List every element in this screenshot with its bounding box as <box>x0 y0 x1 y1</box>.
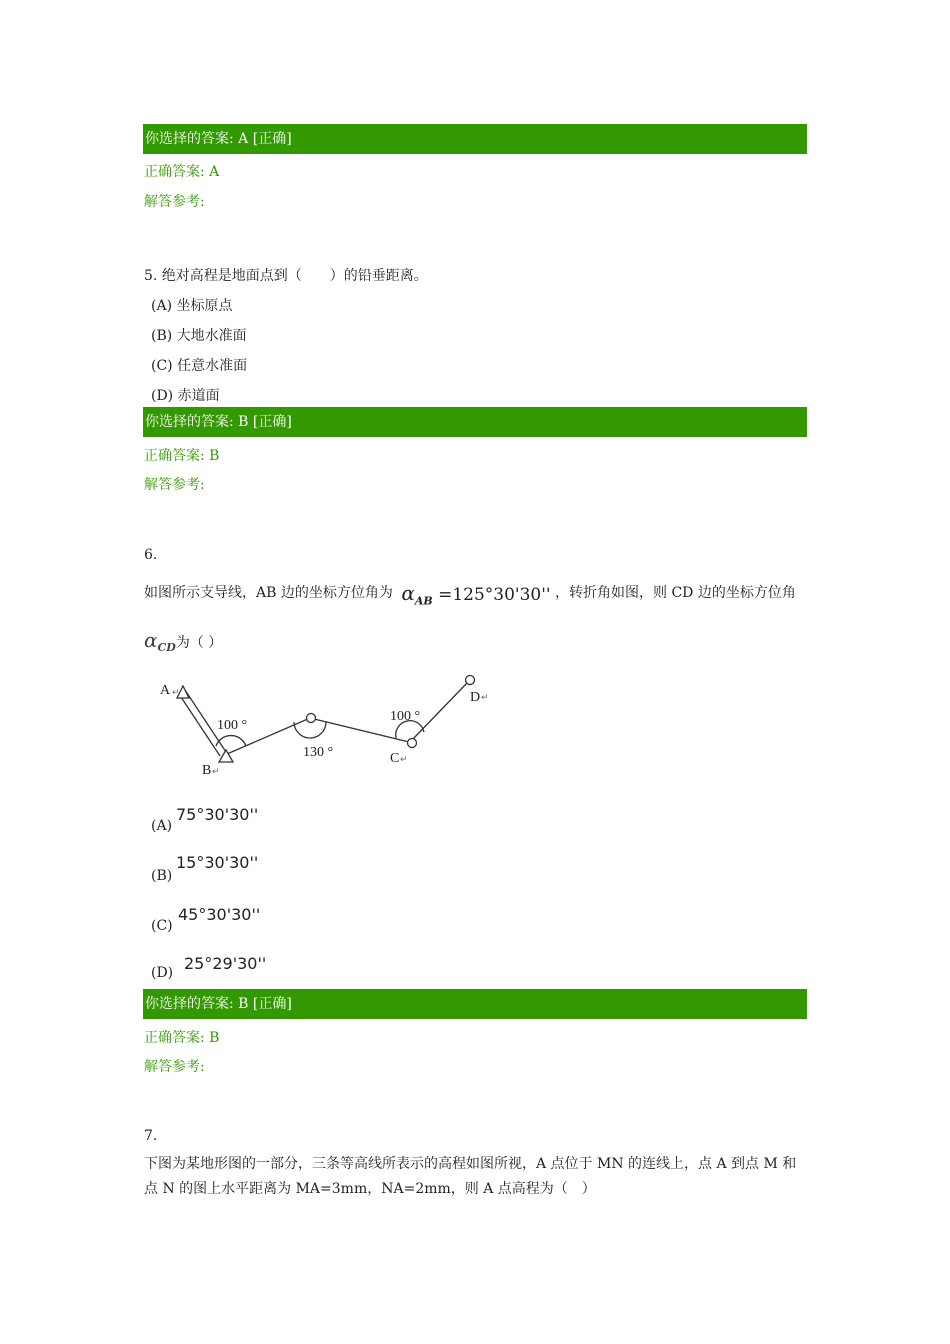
alpha-ab-formula <box>401 581 551 608</box>
answer-reference-q5: 解答参考: <box>144 477 205 493</box>
return-mark-b: ↵ <box>212 766 220 776</box>
angle-c-label: 100 ° <box>390 709 421 724</box>
line-c-d <box>412 683 467 740</box>
angle-b-label: 100 ° <box>217 718 248 733</box>
q5-option-b: (B) 大地水准面 <box>151 328 247 344</box>
q5-option-a: (A) 坐标原点 <box>151 298 233 314</box>
answer-reference-q6: 解答参考: <box>144 1059 205 1075</box>
label-d: D <box>470 690 481 705</box>
q6-option-d-value: 25°29'30'' <box>184 954 267 973</box>
q6-option-a-value: 75°30'30'' <box>176 805 259 824</box>
q6-option-b-value: 15°30'30'' <box>176 853 259 872</box>
correct-answer-q6: 正确答案: B <box>144 1030 220 1046</box>
correct-answer-q4: 正确答案: A <box>144 164 220 180</box>
q6-text-tail: 为（ ） <box>175 635 223 651</box>
station-d-icon <box>466 676 475 685</box>
line-ab-1 <box>179 694 220 756</box>
question-5-text: 5. 绝对高程是地面点到（ ）的铅垂距离。 <box>144 268 428 284</box>
alpha-ab-subscript: AB <box>414 594 433 608</box>
label-c: C <box>390 751 400 766</box>
question-7-line-2: 点 N 的图上水平距离为 MA=3mm，NA=2mm，则 A 点高程为（ ） <box>144 1181 596 1197</box>
alpha-symbol: α <box>401 581 415 605</box>
question-6-text-tail <box>144 628 222 654</box>
angle-mid-label: 130 ° <box>303 745 334 760</box>
return-mark-a: ↵ <box>172 687 180 697</box>
q5-option-c: (C) 任意水准面 <box>151 358 248 374</box>
q6-text-after: ，转折角如图，则 CD 边的坐标方位角 <box>555 585 796 601</box>
question-6-text <box>144 578 796 608</box>
question-6-number: 6. <box>144 547 158 563</box>
answer-reference-q4: 解答参考: <box>144 194 205 210</box>
alpha-ab-value: =125°30'30'' <box>438 585 551 605</box>
q6-text-before: 如图所示支导线，AB 边的坐标方位角为 <box>144 585 393 601</box>
return-mark-d: ↵ <box>481 692 489 702</box>
q6-option-c-value: 45°30'30'' <box>178 905 261 924</box>
chosen-answer-bar-q6: 你选择的答案: B [正确] <box>143 989 807 1019</box>
correct-answer-q5: 正确答案: B <box>144 448 220 464</box>
return-mark-c: ↵ <box>400 754 408 764</box>
q6-option-d-label: (D) <box>151 965 174 981</box>
q6-option-a-label: (A) <box>151 818 173 834</box>
alpha-cd-symbol: α <box>144 628 158 652</box>
station-mid-icon <box>307 714 316 723</box>
q6-option-c-label: (C) <box>151 918 173 934</box>
label-b: B <box>202 763 212 778</box>
q6-option-b-label: (B) <box>151 868 173 884</box>
question-7-line-1: 下图为某地形图的一部分，三条等高线所表示的高程如图所视，A 点位于 MN 的连线上，点 A 到点 M 和 <box>144 1156 797 1172</box>
alpha-cd-subscript: CD <box>157 640 176 654</box>
station-c-icon <box>408 739 417 748</box>
chosen-answer-bar-q5: 你选择的答案: B [正确] <box>143 407 807 437</box>
question-7-number: 7. <box>144 1128 158 1144</box>
arc-angle-mid <box>294 722 326 738</box>
q5-option-d: (D) 赤道面 <box>151 388 220 404</box>
chosen-answer-bar-q4: 你选择的答案: A [正确] <box>143 124 807 154</box>
traverse-figure <box>150 668 510 786</box>
label-a: A <box>160 683 171 698</box>
